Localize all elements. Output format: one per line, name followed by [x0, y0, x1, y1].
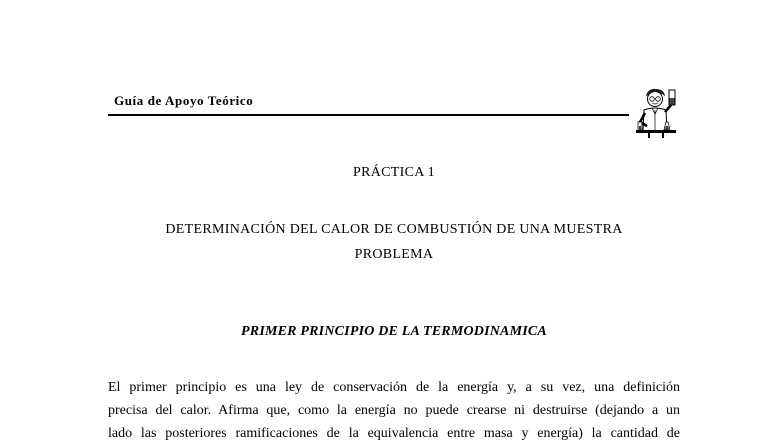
- experiment-title-line-1: DETERMINACIÓN DEL CALOR DE COMBUSTIÓN DE UNA MUESTRA: [165, 222, 623, 237]
- practice-title: PRÁCTICA 1: [353, 165, 435, 180]
- section-title: PRIMER PRINCIPIO DE LA TERMODINAMICA: [241, 324, 547, 339]
- experiment-title: [108, 217, 680, 267]
- experiment-title-line-2: PROBLEMA: [354, 247, 434, 262]
- body-line-1: El primer principio es una ley de conservación de la energía y, a su vez, una definición: [108, 380, 680, 395]
- body-line-2: precisa del calor. Afirma que, como la energía no puede crearse ni destruirse (dejando a un: [108, 403, 680, 418]
- header-divider: [108, 114, 629, 116]
- body-line-3: lado las posteriores ramificaciones de la equivalencia entre masa y energía) la cantidad de: [108, 426, 680, 441]
- scientist-holding-flask-icon: [634, 86, 678, 138]
- body-paragraph: [108, 376, 680, 445]
- header-title: Guía de Apoyo Teórico: [114, 93, 254, 108]
